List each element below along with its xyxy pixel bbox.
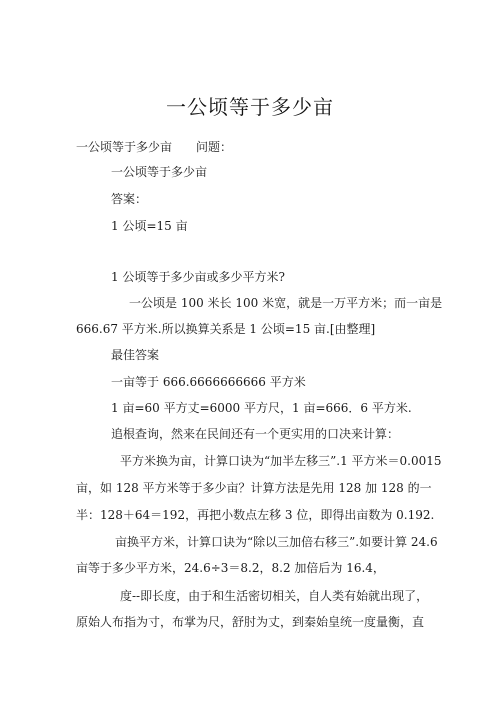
answer-text: 1 公顷=15 亩 [111,219,188,233]
paragraph-line: 半：128＋64＝192，再把小数点左移 3 位，即得出亩数为 0.192. [76,508,435,522]
paragraph-line: 一公顷是 100 米长 100 米宽，就是一万平方米；而一亩是 [129,296,443,310]
paragraph-line: 一亩等于 666.6666666666 平方米 [111,375,306,389]
page-title: 一公顷等于多少亩 [166,95,334,119]
answer-heading: 答案： [111,192,148,206]
intro-question-line: 一公顷等于多少亩 问题： [76,140,233,154]
paragraph-line: 度--即长度，由于和生活密切相关，自人类有始就出现了， [120,589,429,603]
paragraph-line: 原始人布指为寸，布掌为尺，舒肘为丈，到秦始皇统一度量衡，直 [76,615,425,629]
paragraph-line: 平方米换为亩，计算口诀为“加半左移三”.1 平方米＝0.0015 [120,454,442,468]
paragraph-line: 1 亩=60 平方丈=6000 平方尺，1 亩=666．6 平方米. [111,401,412,415]
paragraph-line: 追根查询，然来在民间还有一个更实用的口决来计算： [111,427,400,441]
section-question: 1 公顷等于多少亩或多少平方米? [111,270,285,284]
question-text: 一公顷等于多少亩 [111,165,208,179]
paragraph-line: 亩，如 128 平方米等于多少亩？计算方法是先用 128 加 128 的一 [76,481,432,495]
paragraph-line: 亩等于多少平方米，24.6÷3＝8.2，8.2 加倍后为 16.4， [76,561,385,575]
paragraph-line: 亩换平方米，计算口诀为“除以三加倍右移三”.如要计算 24.6 [115,535,438,549]
best-answer-heading: 最佳答案 [111,348,160,362]
paragraph-line: 666.67 平方米.所以换算关系是 1 公顷=15 亩.[由整理] [76,322,376,336]
